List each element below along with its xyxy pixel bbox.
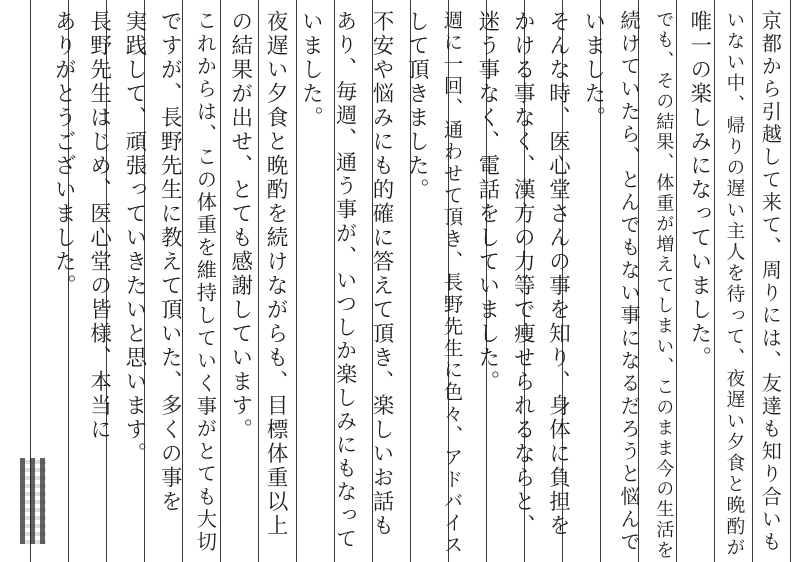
letter-line: 京都から引越して来て、周りには、友達も知り合いも xyxy=(758,10,783,554)
letter-line: あり、毎週、通う事が、いつしか楽しみにもなって xyxy=(333,10,359,552)
letter-line: 続けていたら、とんでもない事になるだろうと悩んで xyxy=(617,10,642,554)
letter-line: ですが、長野先生に教えて頂いた、多くの事を xyxy=(157,10,183,514)
letter-line: いない中、帰りの遅い主人を待って、夜遅い夕食と晩酌が xyxy=(723,10,745,559)
letter-line: 週に一回、通わせて頂き、長野先生に色々、アドバイス xyxy=(440,10,464,557)
letter-line: 唯一の楽しみになっていました。 xyxy=(686,10,712,370)
letter-line: いました。 xyxy=(298,10,324,130)
letter-line: でも、その結果、体重が増えてしまい、このまま今の生活を xyxy=(653,10,675,562)
letter-line: 迷う事なく、電話をしていました。 xyxy=(474,10,500,394)
letter-line: 不安や悩みにも的確に答えて頂き、楽しいお話も xyxy=(368,10,394,538)
letter-line: いました。 xyxy=(580,10,606,130)
letter-line: 夜遅い夕食と晩酌を続けながらも、目標体重以上 xyxy=(263,10,289,538)
letter-line: これからは、この体重を維持していく事がとても大切 xyxy=(193,10,218,554)
letter-line: そんな時、医心堂さんの事を知り、身体に負担を xyxy=(545,10,571,538)
ruled-line xyxy=(790,0,791,562)
letter-line: ありがとうございました。 xyxy=(51,10,77,298)
letter-line: の結果が出せ、とても感謝しています。 xyxy=(227,10,253,442)
pixelated-signature xyxy=(20,458,46,544)
letter-line: かける事なく、漢方の力等で痩せられるならと、 xyxy=(510,10,536,538)
letter-line: 長野先生はじめ、医心堂の皆様、本当に xyxy=(86,10,112,442)
letter-line: して頂きました。 xyxy=(404,10,430,202)
letter-line: 実践して、頑張っていきたいと思います。 xyxy=(121,10,147,466)
